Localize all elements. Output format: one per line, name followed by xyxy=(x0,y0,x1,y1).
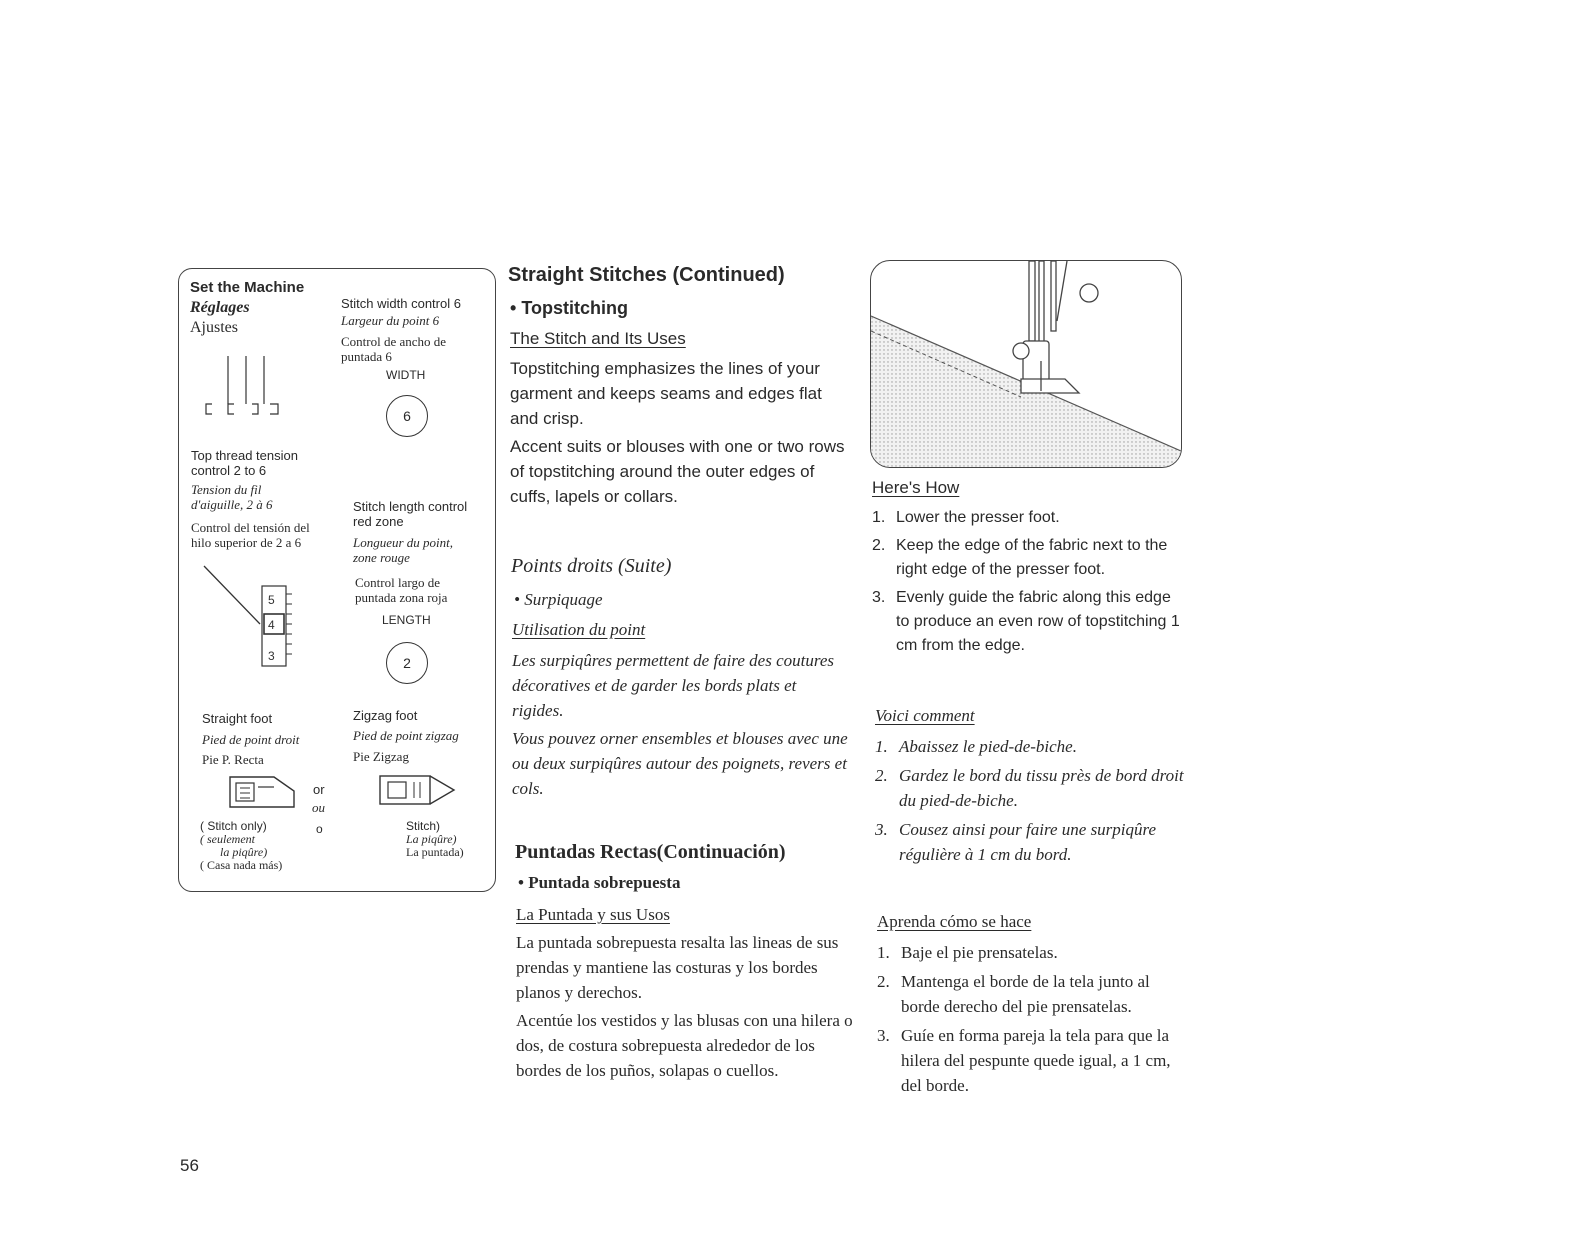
fr-title: Points droits (Suite) xyxy=(511,555,672,577)
length-dial xyxy=(386,642,428,684)
width-label-en: Stitch width control 6 xyxy=(341,296,461,311)
fr-subtitle: • Surpiquage xyxy=(514,590,603,609)
width-dial-label: WIDTH xyxy=(386,368,426,382)
set-machine-title-fr: Réglages xyxy=(190,299,250,316)
width-label-es: Control de ancho de puntada 6 xyxy=(341,334,447,364)
fr-how-heading: Voici comment xyxy=(875,706,975,725)
es-subtitle-text: Puntada sobrepuesta xyxy=(528,873,681,892)
width-label-fr: Largeur du point 6 xyxy=(341,313,440,328)
fr-paragraph-2: Vous pouvez orner ensembles et blouses avec une ou deux surpiqûres autour des poignets, revers et cols. xyxy=(512,729,848,798)
fr-uses-heading: Utilisation du point xyxy=(512,620,646,639)
es-steps xyxy=(877,940,1192,1098)
tension-label-fr: Tension du fil d'aiguille, 2 à 6 xyxy=(191,482,273,512)
fr-steps xyxy=(875,734,1190,867)
length-label-en: Stitch length control red zone xyxy=(353,499,468,529)
zigzag-note-1: Stitch) xyxy=(406,819,441,833)
en-subtitle: • Topstitching xyxy=(510,298,628,318)
width-dial-value: 6 xyxy=(403,408,411,424)
en-step-2: 2. Keep the edge of the fabric next to the right edge of the presser foot. xyxy=(872,537,1168,578)
tension-scale-4: 4 xyxy=(268,618,275,632)
es-title: Puntadas Rectas(Continuación) xyxy=(515,841,786,863)
en-steps xyxy=(872,506,1182,658)
fr-step-1: 1. Abaissez le pied-de-biche. xyxy=(875,737,1077,756)
length-label-es: Control largo de puntada zona roja xyxy=(355,575,448,605)
es-paragraph-2: Acentúe los vestidos y las blusas con una hilera o dos, de costura sobrepuesta alrededor de los bordes de los puños, solapas o cuellos. xyxy=(516,1011,853,1080)
length-label-fr: Longueur du point, zone rouge xyxy=(353,535,454,565)
tension-scale-3: 3 xyxy=(268,649,275,663)
length-dial-label: LENGTH xyxy=(382,613,431,627)
es-step-1: 1. Baje el pie prensatelas. xyxy=(877,943,1058,962)
fr-step-2: 2. Gardez le bord du tissu près de bord droit du pied-de-biche. xyxy=(875,766,1184,810)
straight-note-3: la piqûre) xyxy=(220,845,268,859)
en-uses-heading: The Stitch and Its Uses xyxy=(510,329,686,348)
en-how-heading: Here's How xyxy=(872,478,960,497)
zigzag-foot-label-en: Zigzag foot xyxy=(353,708,418,723)
es-how-heading: Aprenda cómo se hace xyxy=(877,912,1032,931)
es-paragraph-1: La puntada sobrepuesta resalta las lineas de sus prendas y mantiene las costuras y los bordes planos y derechos. xyxy=(516,933,839,1002)
o-label: o xyxy=(316,822,323,836)
en-paragraph-1: Topstitching emphasizes the lines of your garment and keeps seams and edges flat and crisp. xyxy=(510,359,822,428)
straight-foot-label-es: Pie P. Recta xyxy=(202,752,264,767)
zigzag-foot-icon xyxy=(378,772,458,808)
set-machine-title-es: Ajustes xyxy=(190,319,238,336)
set-machine-title: Set the Machine xyxy=(190,279,305,296)
length-dial-value: 2 xyxy=(403,655,411,671)
page-number: 56 xyxy=(180,1156,199,1175)
zigzag-foot-label-es: Pie Zigzag xyxy=(353,749,409,764)
zigzag-note-2: La piqûre) xyxy=(406,832,457,846)
straight-note-4: ( Casa nada más) xyxy=(200,858,283,872)
straight-note-1: ( Stitch only) xyxy=(200,819,267,833)
tension-label-es: Control del tensión del hilo superior de 2 a 6 xyxy=(191,520,310,550)
en-title: Straight Stitches (Continued) xyxy=(508,264,785,286)
width-dial xyxy=(386,395,428,437)
zigzag-foot-note xyxy=(406,820,464,859)
fr-subtitle-text: Surpiquage xyxy=(524,590,603,609)
en-subtitle-text: Topstitching xyxy=(521,298,628,318)
es-step-2: 2. Mantenga el borde de la tela junto al borde derecho del pie prensatelas. xyxy=(877,972,1150,1016)
zigzag-foot-label-fr: Pied de point zigzag xyxy=(353,728,459,743)
en-step-3: 3. Evenly guide the fabric along this edge to produce an even row of topstitching 1 cm from the edge. xyxy=(872,589,1180,654)
fr-paragraph-1: Les surpiqûres permettent de faire des coutures décoratives et de garder les bords plats et rigides. xyxy=(512,651,835,720)
es-uses-heading: La Puntada y sus Usos xyxy=(516,905,670,924)
tension-label-en: Top thread tension control 2 to 6 xyxy=(191,448,298,478)
es-subtitle: • Puntada sobrepuesta xyxy=(518,873,681,892)
zigzag-note-3: La puntada) xyxy=(406,845,464,859)
straight-foot-label-en: Straight foot xyxy=(202,711,273,726)
tension-scale-5: 5 xyxy=(268,593,275,607)
straight-note-2: ( seulement xyxy=(200,832,255,846)
straight-foot-label-fr: Pied de point droit xyxy=(202,732,300,747)
fr-step-3: 3. Cousez ainsi pour faire une surpiqûre régulière à 1 cm du bord. xyxy=(875,820,1157,864)
presser-foot-drawing xyxy=(871,261,1181,467)
ou-label: ou xyxy=(312,800,325,815)
tension-scale-icon xyxy=(200,560,300,670)
or-label: or xyxy=(313,782,325,797)
straight-foot-icon xyxy=(228,773,298,813)
en-paragraph-2: Accent suits or blouses with one or two rows of topstitching around the outer edges of cuffs, lapels or collars. xyxy=(510,437,845,506)
topstitch-illustration xyxy=(870,260,1182,468)
en-step-1: 1. Lower the presser foot. xyxy=(872,509,1060,526)
es-step-3: 3. Guíe en forma pareja la tela para que la hilera del pespunte quede igual, a 1 cm, del borde. xyxy=(877,1026,1171,1095)
tension-pattern-icon xyxy=(200,352,290,422)
